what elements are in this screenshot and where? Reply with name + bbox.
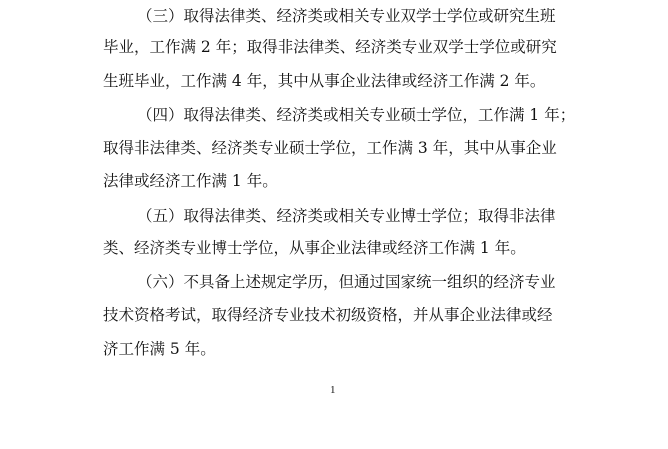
paragraph-3-line-2: 毕业，工作满 2 年；取得非法律类、经济类专业双学士学位或研究 — [103, 38, 557, 56]
paragraph-6-line-1: （六）不具备上述规定学历，但通过国家统一组织的经济专业 — [137, 273, 556, 291]
paragraph-3-line-3: 生班毕业，工作满 4 年，其中从事企业法律或经济工作满 2 年。 — [103, 72, 546, 90]
paragraph-6-line-3: 济工作满 5 年。 — [103, 340, 216, 358]
paragraph-4-line-1: （四）取得法律类、经济类或相关专业硕士学位，工作满 1 年； — [137, 106, 576, 124]
paragraph-4-line-3: 法律或经济工作满 1 年。 — [103, 172, 278, 190]
page-number: 1 — [330, 384, 336, 396]
paragraph-5-line-2: 类、经济类专业博士学位，从事企业法律或经济工作满 1 年。 — [103, 239, 526, 257]
paragraph-4-line-2: 取得非法律类、经济类专业硕士学位，工作满 3 年，其中从事企业 — [103, 139, 557, 157]
paragraph-6-line-2: 技术资格考试，取得经济专业技术初级资格，并从事企业法律或经 — [103, 306, 553, 324]
paragraph-5-line-1: （五）取得法律类、经济类或相关专业博士学位；取得非法律 — [137, 207, 556, 225]
paragraph-3-line-1: （三）取得法律类、经济类或相关专业双学士学位或研究生班 — [137, 7, 556, 25]
